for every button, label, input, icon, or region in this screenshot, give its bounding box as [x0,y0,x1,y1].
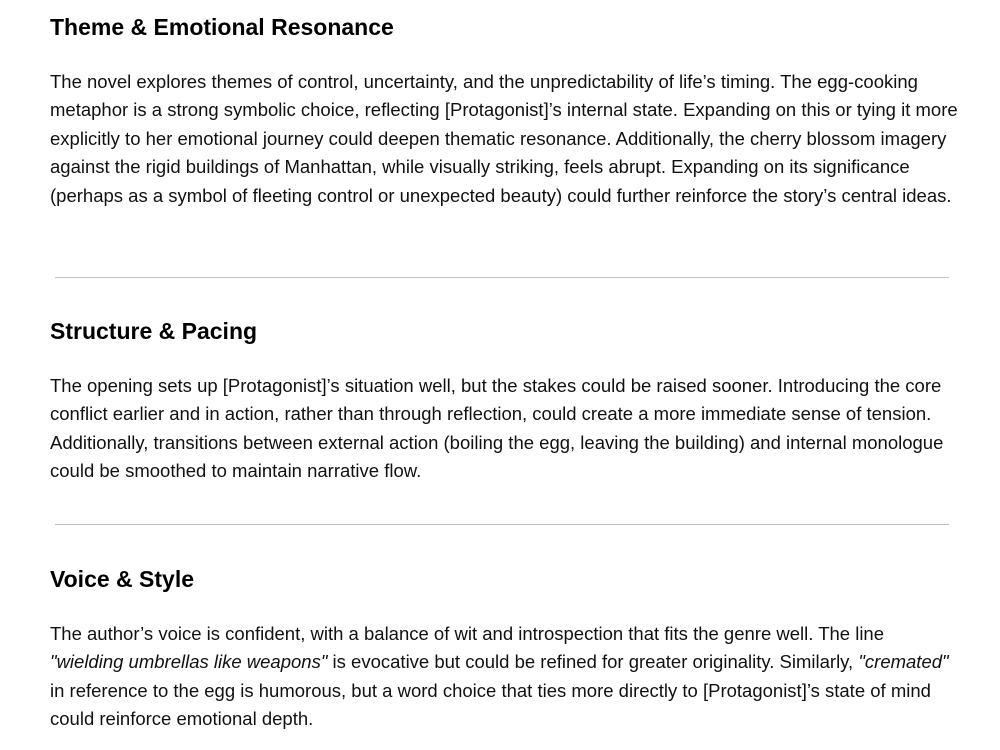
section-divider [55,524,949,525]
section-paragraph: The opening sets up [Protagonist]’s situation well, but the stakes could be raised sooner. Introducing the core conflict earlier and in action, rather than through reflection, could create a more immediate sense of tension. Additionally, transitions between external action (boiling the egg, leaving the building) and internal monologue could be smoothed to maintain narrative flow. [50,375,944,482]
section-structure [50,317,960,486]
section-heading: Theme & Emotional Resonance [50,14,394,40]
section-paragraph: The novel explores themes of control, uncertainty, and the unpredictability of life’s timing. The egg-cooking metaphor is a strong symbolic choice, reflecting [Protagonist]’s internal state. Expanding on this or tying it more explicitly to her emotional journey could deepen thematic resonance. Additionally, the cherry blossom imagery against the rigid buildings of Manhattan, while visually striking, feels abrupt. Expanding on its significance (perhaps as a symbol of fleeting control or unexpected beauty) could further reinforce the story’s central ideas. [50,71,958,206]
quoted-phrase: "cremated" [858,651,949,673]
section-paragraph [50,620,960,734]
paragraph-text: The author’s voice is confident, with a balance of wit and introspection that fits the genre well. The line [50,623,885,644]
paragraph-text: in reference to the egg is humorous, but a word choice that ties more directly to [Protagonist]’s state of mind could reinforce emotional depth. [50,679,931,730]
paragraph-text: is evocative but could be refined for greater originality. Similarly, [327,651,859,673]
section-heading: Structure & Pacing [50,318,258,344]
quoted-phrase: "wielding umbrellas like weapons" [50,651,328,673]
section-divider [55,277,949,278]
section-heading: Voice & Style [50,566,195,592]
section-voice [50,565,960,734]
section-theme [50,13,960,210]
